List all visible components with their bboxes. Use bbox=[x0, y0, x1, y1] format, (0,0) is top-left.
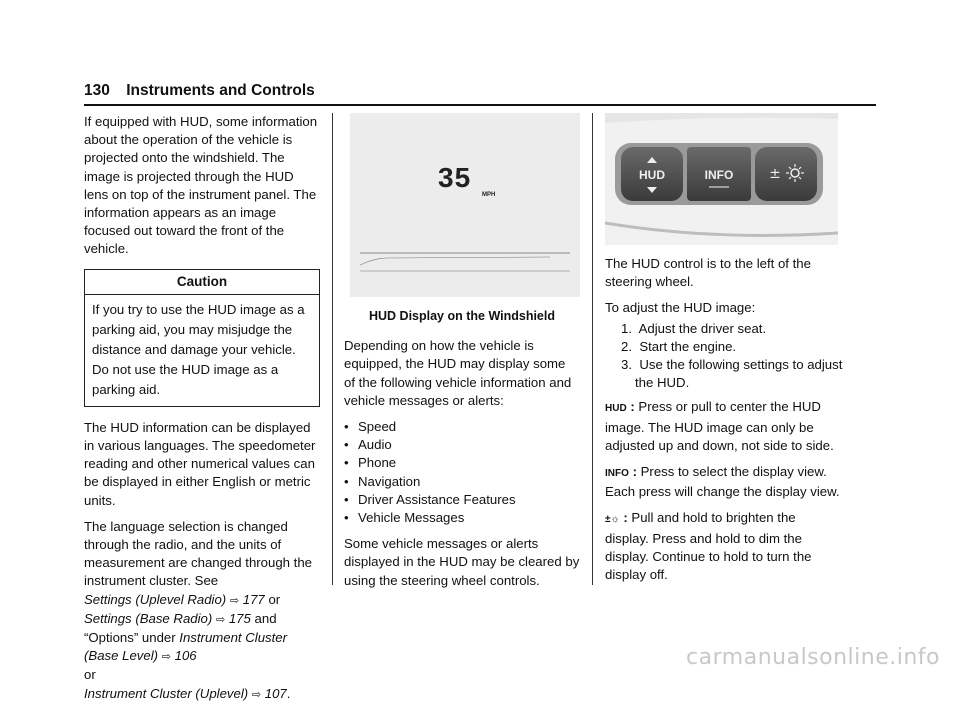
page-ref-icon: ⇨ bbox=[229, 594, 240, 607]
info-symbol-icon: INFO bbox=[605, 468, 629, 480]
adjust-intro: To adjust the HUD image: bbox=[605, 300, 756, 316]
hud-control-image bbox=[605, 113, 838, 245]
header-rule bbox=[84, 104, 876, 106]
column-middle bbox=[344, 113, 580, 598]
list-item: • Audio bbox=[344, 436, 580, 454]
adjust-steps bbox=[605, 320, 843, 393]
control-location-paragraph: The HUD control is to the left of the steering wheel. bbox=[605, 256, 811, 290]
list-item: 2. Start the engine. bbox=[621, 338, 737, 354]
list-item: • Navigation bbox=[344, 473, 580, 491]
brightness-icon: ±☼ bbox=[605, 514, 620, 526]
svg-text:±: ± bbox=[769, 166, 781, 182]
column-divider bbox=[592, 113, 593, 585]
column-divider bbox=[332, 113, 333, 585]
info-button-desc: INFO : Press to select the display view. Each press will change the display view. bbox=[605, 464, 840, 500]
list-item: • Driver Assistance Features bbox=[344, 491, 580, 509]
brightness-button bbox=[755, 147, 817, 201]
hud-speed-value: 35 bbox=[438, 162, 472, 193]
settings-paragraph: The language selection is changed through the radio, and the units of measurement are changed through the instrument cluster. See Settings (Uplevel Radio) ⇨ 177 or Settings (Base Radio) ⇨ 175 and “Options” under Instrument Cluster (Base Level) ⇨ 106 or Instrument Cluster (Uplevel) ⇨ 107. bbox=[84, 518, 312, 701]
ref-base-radio[interactable]: Settings (Base Radio) bbox=[84, 610, 213, 626]
brightness-button-desc: ±☼ : Pull and hold to brighten the display. Press and hold to dim the display. Continue to hold to turn the display off. bbox=[605, 510, 812, 583]
caution-box bbox=[84, 269, 320, 407]
page-ref-icon: ⇨ bbox=[161, 651, 171, 664]
hud-info-list bbox=[344, 418, 580, 527]
caution-title: Caution bbox=[85, 270, 319, 295]
windshield-line-art bbox=[350, 113, 580, 297]
ref-cluster-uplevel[interactable]: Instrument Cluster (Uplevel) bbox=[84, 685, 249, 701]
watermark: carmanualsonline.info bbox=[686, 645, 940, 670]
hud-control-drawing bbox=[605, 113, 838, 245]
page-header bbox=[84, 82, 315, 100]
column-right bbox=[605, 113, 843, 592]
section-title: Instruments and Controls bbox=[126, 82, 315, 99]
list-item: 1. Adjust the driver seat. bbox=[621, 320, 767, 336]
ref-cluster-base[interactable]: Instrument Cluster (Base Level) bbox=[84, 630, 288, 664]
page-number: 130 bbox=[84, 82, 110, 99]
hud-info-paragraph: Depending on how the vehicle is equipped, the HUD may display some of the following vehicle information and vehicle messages or alerts: bbox=[344, 338, 572, 408]
page-ref-icon: ⇨ bbox=[215, 613, 226, 626]
page-ref-icon: ⇨ bbox=[251, 688, 262, 701]
column-left bbox=[84, 113, 320, 712]
list-item: • Phone bbox=[344, 454, 580, 472]
list-item: • Speed bbox=[344, 418, 580, 436]
svg-text:INFO: INFO bbox=[704, 168, 734, 182]
hud-speed-unit: MPH bbox=[482, 192, 496, 198]
hud-symbol-icon: HUD bbox=[605, 403, 627, 415]
hud-button-desc: HUD : Press or pull to center the HUD image. The HUD image can only be adjusted up and down, not side to side. bbox=[605, 399, 834, 453]
figure-caption: HUD Display on the Windshield bbox=[368, 309, 555, 323]
intro-paragraph: If equipped with HUD, some information about the operation of the vehicle is projected onto the windshield. The image is projected through the HUD lens on top of the instrument panel. The information appears as an image focused out toward the front of the vehicle. bbox=[84, 114, 318, 257]
hud-windshield-image bbox=[350, 113, 580, 297]
ref-uplevel-radio[interactable]: Settings (Uplevel Radio) bbox=[84, 591, 227, 607]
list-item: • Vehicle Messages bbox=[344, 509, 580, 527]
caution-body: If you try to use the HUD image as a parking aid, you may misjudge the distance and damage your vehicle. Do not use the HUD image as a parking aid. bbox=[92, 301, 305, 397]
messages-paragraph: Some vehicle messages or alerts displayed in the HUD may be cleared by using the steering wheel controls. bbox=[344, 536, 580, 588]
svg-text:HUD: HUD bbox=[639, 168, 665, 182]
language-paragraph: The HUD information can be displayed in various languages. The speedometer reading and other numerical values can be displayed in either English or metric units. bbox=[84, 419, 316, 508]
list-item: 3. Use the following settings to adjust the HUD. bbox=[621, 357, 843, 391]
